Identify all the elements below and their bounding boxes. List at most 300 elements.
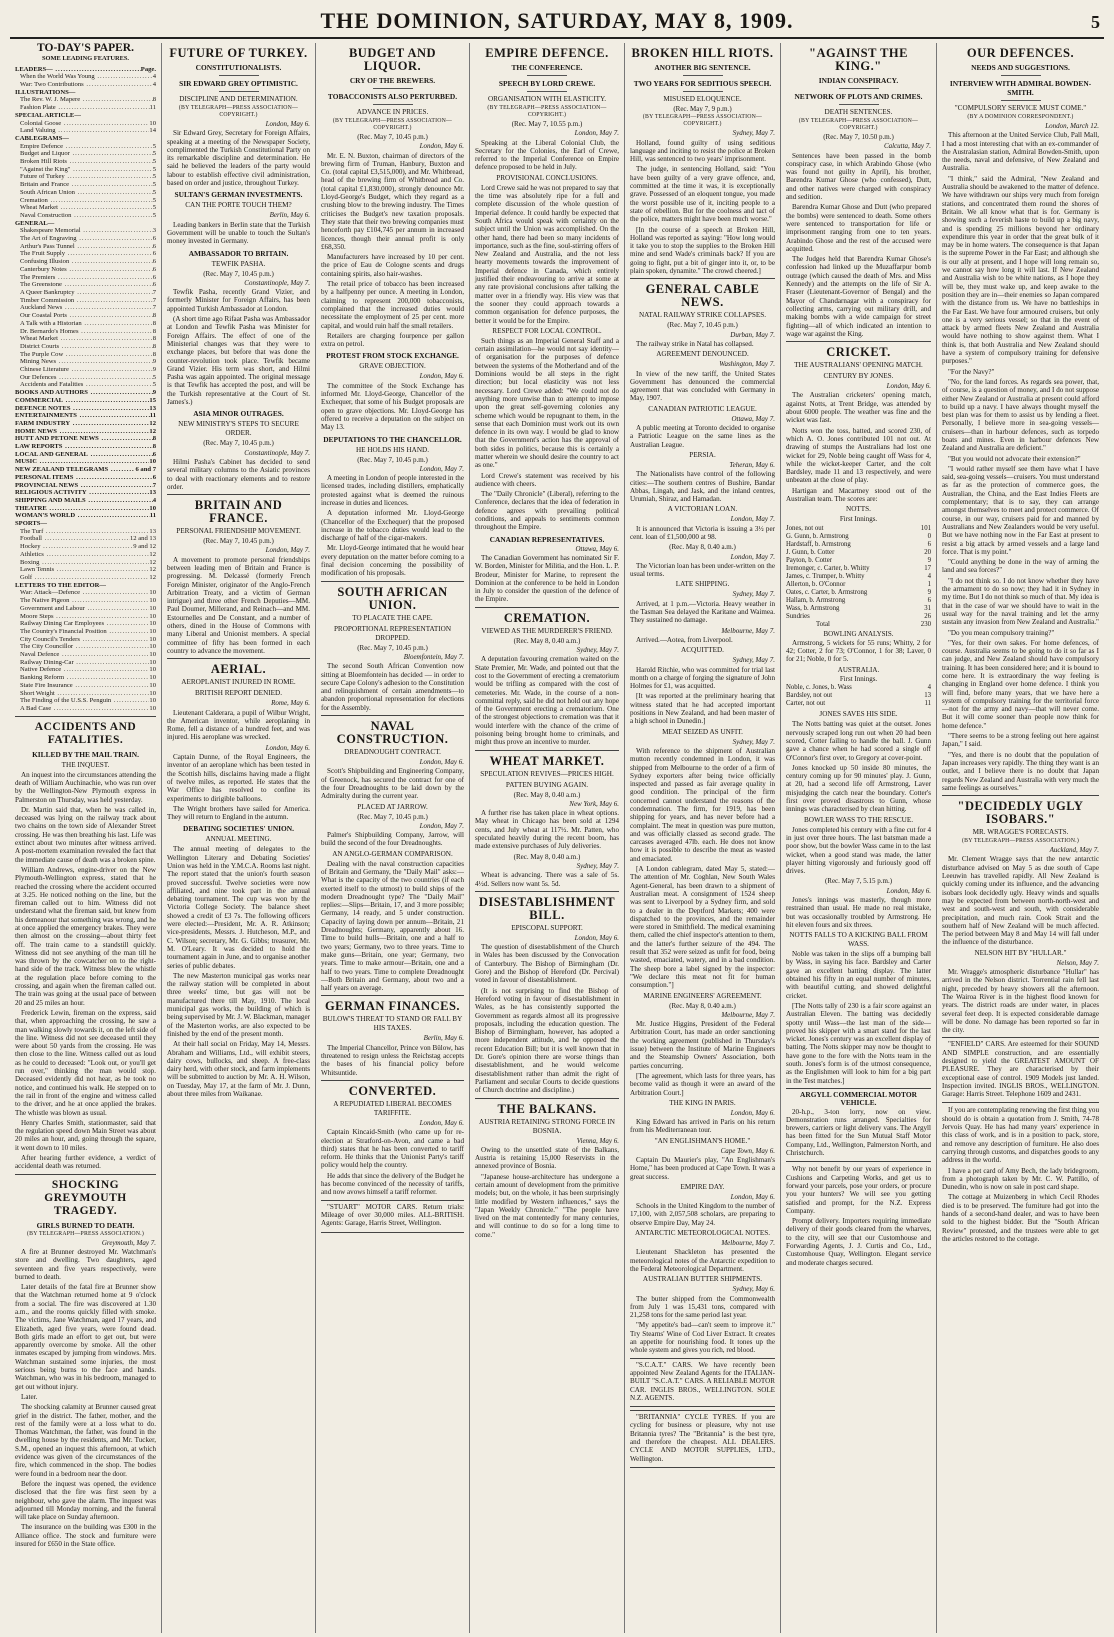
toc-item bbox=[15, 535, 156, 543]
article-paragraph: Palmer's Shipbuilding Company, Jarrow, will build the second of the four Dreadnoughts. bbox=[321, 831, 464, 848]
article-paragraph: Before the inquest was opened, the evidence disclosed that the fire was first seen by a neighbour, who gave the alarm. The inquest was adjourned till Monday morning, and the funeral will take place on Sunday afternoon. bbox=[15, 1479, 156, 1522]
subheading: PROVISIONAL CONCLUSIONS. bbox=[496, 173, 598, 182]
toc-item bbox=[15, 628, 156, 636]
article-paragraph: A public meeting at Toronto decided to organise a Patriotic League on the same lines as the Australian League. bbox=[630, 424, 775, 449]
toc-item-page: 8 bbox=[152, 312, 156, 320]
ad-text: "S.C.A.T." CARS. We have recently been appointed New Zealand Agents for the ITALIAN-BUILT "S.C.A.T." CARS. A RELIABLE MOTOR CAR. INGLIS BROS., WELLINGTON. SOLE N.Z. AGENTS. bbox=[630, 1360, 775, 1402]
toc-item-page: 10 bbox=[149, 597, 156, 605]
toc-item-title: Hockey ..... bbox=[20, 543, 133, 551]
toc-item bbox=[15, 389, 156, 397]
article-paragraph: A movement to promote personal friendships between leading men of Britain and France is progressing. M. Delcassé (formerly French Foreign Minister, originator of the Anglo-French Arbitration Treaty, and a victim of German intrigue) and three other French Deputies—MM. Paul Doumer, Millerand, and Reinach—and MM. Estournelles and De Constant, and a number of others, dined in the House of Commons with many Liberal and Unionist members. A special committee of fifty has been formed in each country to advance the movement. bbox=[167, 555, 310, 655]
article-paragraph: Captain Dunne, of the Royal Engineers, the inventor of an aeroplane which has been tested in the Scottish hills, disclaims having made a flight of twelve miles, as reported. He states that the War Office has resolved to confine its experiments to dirigible balloons. bbox=[167, 753, 310, 803]
toc-item bbox=[15, 405, 156, 413]
toc-item-title: MUSIC ..... bbox=[15, 458, 149, 466]
toc-item-page: 8 bbox=[152, 435, 156, 443]
toc-item bbox=[15, 366, 156, 374]
dateline: Teheran, May 6. bbox=[729, 460, 775, 469]
toc-item bbox=[15, 374, 156, 382]
runs: 26 bbox=[924, 612, 931, 620]
toc-item-title: Banking Reform ..... bbox=[20, 674, 149, 682]
total-label: Total bbox=[816, 620, 830, 628]
toc-item bbox=[15, 705, 156, 713]
toc-item-title: Land Valuing ..... bbox=[20, 127, 149, 135]
turkey-heading: FUTURE OF TURKEY. bbox=[169, 46, 308, 60]
toc-item-page: 9 bbox=[152, 366, 156, 374]
toc-item bbox=[15, 312, 156, 320]
column-4 bbox=[470, 43, 625, 1633]
column-5 bbox=[625, 43, 781, 1633]
accidents-heading: ACCIDENTS AND FATALITIES. bbox=[15, 716, 156, 747]
article-paragraph: Manufacturers have increased by 10 per cent. the price of Eau de Cologne scents and drugs containing spirits, also hair-washes. bbox=[321, 253, 464, 278]
toc-item-title: Broken Hill Riots ..... bbox=[20, 158, 153, 166]
batsman: Allerton, b. O'Connor bbox=[786, 580, 846, 588]
toc-item-title: The Native Pigeon ..... bbox=[20, 597, 149, 605]
toc-item-page: 5 bbox=[152, 165, 156, 173]
subheading: ANTARCTIC METEOROLOGICAL NOTES. bbox=[634, 1229, 771, 1238]
subheading: NOTTS FALLS TO A KICKING BALL FROM WASS. bbox=[789, 931, 928, 949]
notts-total bbox=[786, 621, 931, 629]
dateline: London, May 7. bbox=[419, 821, 464, 830]
received-line: (Rec. May 8, 0.40 a.m.) bbox=[513, 790, 581, 799]
toc-item bbox=[15, 582, 156, 590]
toc-item-page: 10 bbox=[149, 635, 156, 643]
toc-item-page: 10 bbox=[149, 612, 156, 620]
subheading: A VICTORIAN LOAN. bbox=[667, 505, 738, 514]
subheading: ADVANCE IN PRICES. bbox=[356, 108, 429, 116]
toc-item-page: 12 bbox=[149, 427, 156, 435]
toc-item-page: 4 bbox=[152, 496, 156, 504]
toc-item-title: HOME NEWS ..... bbox=[15, 428, 149, 436]
notts-score-heading: NOTTS. bbox=[846, 505, 871, 514]
toc-item-page: 8 bbox=[152, 96, 156, 104]
article-paragraph: Dr. Martin said that, when he was called in, deceased was lying on the railway track about two chains on the town side of Alexander Street crossing. He was then breathing his last. Life was extinct about two minutes after witness arrived. A post-mortem examination revealed the fact that the immediate cause of death was a broken spine. bbox=[15, 805, 156, 864]
toc-item-title: Colonial Goose ..... bbox=[20, 120, 149, 128]
toc-item-page: 8 bbox=[152, 319, 156, 327]
toc-item-page: 5 bbox=[152, 142, 156, 150]
subheading: AUSTRIA RETAINING STRONG FORCE IN BOSNIA. bbox=[479, 1117, 615, 1135]
toc-item-title: DEFENCE NOTES ..... bbox=[15, 405, 149, 413]
toc-item-title: BOOKS AND AUTHORS ..... bbox=[15, 389, 153, 397]
toc-item bbox=[15, 166, 156, 174]
toc-item-page: 6 bbox=[152, 273, 156, 281]
toc-item-title: Dr. Bernardo's Homes ..... bbox=[20, 328, 153, 336]
toc-item bbox=[15, 197, 156, 205]
toc-item-page: 5 bbox=[152, 204, 156, 212]
isobars-heading: "DECIDEDLY UGLY ISOBARS." bbox=[942, 795, 1099, 826]
page-number: 5 bbox=[1091, 12, 1100, 32]
score-row bbox=[786, 573, 931, 581]
subheading: ACQUITTED. bbox=[681, 646, 724, 655]
dateline: London, May 6. bbox=[886, 886, 931, 895]
table-of-contents bbox=[15, 66, 156, 713]
toc-item-page: 10 bbox=[149, 627, 156, 635]
columns bbox=[10, 43, 1104, 1633]
greymouth-credit: (BY TELEGRAPH—PRESS ASSOCIATION.) bbox=[27, 1230, 144, 1237]
subheading: "AN ENGLISHMAN'S HOME." bbox=[654, 1136, 751, 1145]
subheading: SPECULATION REVIVES—PRICES HIGH. bbox=[480, 769, 614, 778]
article-paragraph: Jones completed his century with a fine cut for 4 in just over three hours. The last batsman made a poor show, but the bowler Wass came in to the last wicket, when a good stand was made, the latter player hitting vigorously and furiously good off drives. bbox=[786, 825, 931, 876]
balkans-heading: THE BALKANS. bbox=[475, 1098, 619, 1116]
toc-item bbox=[15, 120, 156, 128]
toc-item-page: 10 bbox=[149, 666, 156, 674]
toc-item-page: 5 bbox=[152, 181, 156, 189]
budget-heading: BUDGET AND LIQUOR. bbox=[348, 46, 437, 73]
toc-item-page: 12 bbox=[149, 566, 156, 574]
dateline: Melbourne, May 7. bbox=[721, 626, 775, 635]
subheading: TO PLACATE THE CAPE. bbox=[352, 613, 433, 622]
converted-heading: CONVERTED. bbox=[321, 1080, 464, 1098]
toc-item bbox=[15, 697, 156, 705]
toc-item bbox=[15, 566, 156, 574]
article-paragraph: It is announced that Victoria is issuing a 3½ per cent. loan of £1,500,000 at 98. bbox=[630, 524, 775, 541]
toc-item-title: Fashion Plate ..... bbox=[20, 104, 150, 112]
article-paragraph: Barendra Kumar Ghose and Dutt (who prepared the bombs) were sentenced to death. Some others were sentenced to transportation for life or imprisonment ranging from one to ten years. Arabindo Ghose and the rest of the accused were acquitted. bbox=[786, 203, 931, 253]
toc-item bbox=[15, 636, 156, 644]
article-paragraph: The question of disestablishment of the Church in Wales has been discussed by the Convocation of Canterbury. The Bishop of Birmingham (Dr. Gore) and the Bishop of Hereford (Dr. Percival) voted in favour of disestablishment. bbox=[475, 943, 619, 985]
bowling-heading: BOWLING ANALYSIS. bbox=[823, 629, 894, 638]
article-paragraph: Captain Kincaid-Smith (who came up for re-election at Stratford-on-Avon, and came a bad third) states that he has been converted to tariff reform. He thinks that the Unionist Party's tariff policy would help the country. bbox=[321, 1128, 464, 1170]
toc-item bbox=[15, 212, 156, 220]
ambassador-heading: AMBASSADOR TO BRITAIN. bbox=[188, 248, 289, 258]
article-paragraph: An inquest into the circumstances attending the death of William Auchinachie, who was run over by the Wellington-New Plymouth express in Palmerston on Thursday, was held yesterday. bbox=[15, 770, 156, 804]
toc-item-page: 11 bbox=[149, 104, 156, 112]
toc-item-page: 6 bbox=[152, 235, 156, 243]
received-line: (Rec. May 7, 9 p.m.) bbox=[673, 105, 732, 113]
toc-item-page: 4 bbox=[152, 73, 156, 81]
batsman: Carter, not out bbox=[786, 700, 826, 708]
subheading: EPISCOPAL SUPPORT. bbox=[511, 923, 583, 932]
subheading: NATAL RAILWAY STRIKE COLLAPSES. bbox=[638, 311, 767, 320]
batsman: Hallam, b. Armstrong bbox=[786, 596, 846, 604]
toc-item-title: City Council's Tenders ..... bbox=[20, 636, 149, 644]
batsman: Oates, c. Carter, b. Armstrong bbox=[786, 588, 868, 596]
article-paragraph: Armstrong, 5 wickets for 55 runs; Whitty, 2 for 42; Cotter, 2 for 73; O'Connor, 1 for 38; Laver, 0 for 21; Noble, 0 for 5. bbox=[786, 638, 931, 664]
turkey-sub3: DISCIPLINE AND DETERMINATION. bbox=[179, 95, 298, 103]
dateline: London, March 12. bbox=[1045, 122, 1099, 130]
toc-item bbox=[15, 428, 156, 436]
dateline: Melbourne, May 7. bbox=[721, 1010, 775, 1019]
broken-hill-heading: BROKEN HILL RIOTS. bbox=[631, 46, 774, 60]
dateline: London, May 6. bbox=[265, 743, 310, 752]
received-line: (Rec. May 8, 0.40 a.m.) bbox=[669, 1001, 736, 1010]
runs: 20 bbox=[924, 548, 931, 556]
toc-item-page: 10 bbox=[149, 697, 156, 705]
article-paragraph: Mr. Clement Wragge says that the new antarctic disturbance advised on May 5 as due south of Cape Leeuwin has travelled rapidly. All New Zealand is quickly coming under its influence, and the advancing isobars look decidedly ugly. Heavy winds and squalls may be expected from between north-north-west and west and south-west and south, with considerable precipitation, and much rain. Cook Strait and the southern half of New Zealand will be much affected. The period between May 8 and May 14 will fall under the influence of the disturbance. bbox=[942, 855, 1099, 947]
score-row bbox=[786, 541, 931, 549]
toc-item-page: 13 bbox=[149, 527, 156, 535]
toc-item-page: 5 bbox=[152, 381, 156, 389]
toc-item-title: Athletics ..... bbox=[20, 551, 149, 559]
article-paragraph: Holland, found guilty of using seditious language and inciting to resist the police at Broken Hill, was sentenced to two years' imprisonment. bbox=[630, 138, 775, 164]
dateline: Vienna, May 6. bbox=[576, 1136, 619, 1145]
article-paragraph: Lieutenant Calderara, a pupil of Wilbur Wright, the American inventor, while aeroplaning in Rome, fell a distance of a hundred feet, and was injured. His aeroplane was wrecked. bbox=[167, 708, 310, 742]
subheading: CANADIAN REPRESENTATIVES. bbox=[489, 534, 605, 544]
turkey-credit: (BY TELEGRAPH—PRESS ASSOCIATION—COPYRIGHT.) bbox=[178, 105, 299, 118]
credit-line: (BY A DOMINION CORRESPONDENT.) bbox=[967, 114, 1074, 120]
subheading: MISUSED ELOQUENCE. bbox=[663, 95, 742, 103]
article-paragraph: The Canadian Government has nominated Sir F. W. Borden, Minister for Militia, and the Hon. L. P. Brodeur, Minister for Marine, to represent the Dominion at the conference to be held in London in July to consider the question of the defence of the Empire. bbox=[475, 553, 619, 604]
toc-item-title: Timber Commission ..... bbox=[20, 297, 153, 305]
dateline: Sydney, May 7. bbox=[732, 129, 775, 138]
dateline: London, May 6. bbox=[419, 372, 464, 381]
toc-item bbox=[15, 574, 156, 582]
article-paragraph: The railway strike in Natal has collapsed. bbox=[636, 339, 754, 348]
toc-item bbox=[15, 466, 156, 474]
runs: 13 bbox=[924, 692, 931, 700]
ad-text: If you are contemplating renewing the first thing you should do is obtain a quotation from J. Smith, 74-78 Jervois Quay. He has had many years' experience in this class of work, and is in a position to pack, store, and remove any description of furniture. He also does carrying through customs, and dispatches goods to any address in the world. bbox=[942, 1106, 1099, 1165]
todays-paper-title: TO-DAY'S PAPER. bbox=[37, 43, 134, 54]
toc-item-title: ILLUSTRATIONS— bbox=[15, 88, 76, 96]
toc-item bbox=[15, 281, 156, 289]
accidents-subheading: KILLED BY THE MAIL TRAIN. bbox=[32, 749, 139, 759]
article-paragraph: Leading bankers in Berlin state that the Turkish Government will be unable to touch the Sultan's money invested in Germany. bbox=[167, 220, 310, 246]
dateline: London, May 7. bbox=[574, 129, 619, 138]
subheading: DEPUTATIONS TO THE CHANCELLOR. bbox=[323, 434, 462, 444]
article-paragraph: Hilmi Pasha's Cabinet has decided to send several military columns to the Asiatic provinces to deal with reactionary elements and to restore order. bbox=[167, 457, 310, 491]
article-paragraph: Owing to the unsettled state of the Balkans, Austria is retaining 15,000 Reservists in the annexed province of Bosnia. bbox=[475, 1145, 619, 1171]
credit-line: (BY TELEGRAPH—PRESS ASSOCIATION—COPYRIGHT.) bbox=[332, 118, 453, 131]
innings-label: First Innings. bbox=[839, 515, 878, 524]
toc-item-title: RELIGIOUS ACTIVITY ..... bbox=[15, 489, 149, 497]
toc-item bbox=[15, 597, 156, 605]
toc-item-title: Native Defence ..... bbox=[20, 666, 149, 674]
received-line: (Rec. May 8, 0.40 a.m.) bbox=[513, 636, 581, 645]
toc-item bbox=[15, 328, 156, 336]
subheading: MARINE ENGINEERS' AGREEMENT. bbox=[643, 991, 762, 1000]
subheading: BRITISH REPORT DENIED. bbox=[194, 689, 283, 698]
toc-item-page: 12 bbox=[149, 574, 156, 581]
subheading: RESPECT FOR LOCAL CONTROL. bbox=[492, 326, 602, 335]
toc-item-title: Short Weight ..... bbox=[20, 690, 149, 698]
subheading: DEATH SENTENCES. bbox=[824, 108, 893, 116]
dateline: New York, May 6. bbox=[569, 799, 619, 808]
article-paragraph: [In the course of a speech at Broken Hill, Holland was reported as saying: "How long would it take you to stop the supplies to the Broken Hill mine and send Wade's criminals back? If you are going to fight, put a bit of ginger into it, or, to be plain spoken, dynamite." The crowd cheered.] bbox=[630, 225, 775, 276]
article-paragraph: Arrived, at 1 p.m.—Victoria. Heavy weather in the Tasman Sea delayed the Karitane and Waimea. They sustained no damage. bbox=[630, 599, 775, 625]
toc-item bbox=[15, 381, 156, 389]
article-paragraph: (A short time ago Rifaat Pasha was Ambassador at London and Tewfik Pasha was Minister for Foreign Affairs. The effect of one of the Ministerial changes was that they were to exchange places, but before that was done the counter-revolution took place. Tewfik became Grand Vizier. His term was short, and Hilmi Pasha was again appointed. The original message is that Tewfik has accepted the post, and will be the Turkish representative at the Court of St. James's.) bbox=[167, 315, 310, 407]
toc-item-page: Page. bbox=[140, 65, 156, 73]
toc-item-page: 11 bbox=[149, 412, 156, 420]
toc-item-page: 15 bbox=[149, 396, 156, 404]
toc-item bbox=[15, 235, 156, 243]
runs: 1 bbox=[927, 580, 931, 588]
australia-heading: AUSTRALIA. bbox=[837, 665, 880, 674]
toc-item-page: 12 bbox=[149, 558, 156, 566]
column-6 bbox=[781, 43, 937, 1633]
toc-item-title: WOMAN'S WORLD ..... bbox=[15, 512, 150, 520]
batsman: Payton, b. Cotter bbox=[786, 556, 833, 564]
article-paragraph: A fire at Brunner destroyed Mr. Watchman's store and dwelling. Two daughters, aged seventeen and five years respectively, were burned to death. bbox=[15, 1247, 156, 1281]
toc-item-page: 9 bbox=[152, 389, 156, 397]
article-paragraph: With reference to the shipment of Australian mutton recently condemned in London, it was shipped from Melbourne to the order of a firm of Sydney exporters after being twice officially inspected and passed as fair average quality in good condition. The principal of the firm concerned cannot understand the reasons of the condemnation. The firm, for 1919, has been shipping for years, and has never before had a complaint. The meat in question was pure mutton, and was officially classed as second grade. The carcases averaged 47lb. each. He does not know how it is possible to describe the meat as wasted and emaciated. bbox=[630, 746, 775, 863]
batsman: Iremonger, c. Carter, b. Whitty bbox=[786, 564, 870, 572]
ad-text: 20-h.p., 3-ton lorry, now on view. Demonstration runs arranged. Specialties for brewers, carriers or light delivery vans. The Argyll has been fitted for the Sun Mutual Staff Motor Company, Ltd., Wellington, Palmerston North, and Christchurch. bbox=[786, 1107, 931, 1158]
cricket-heading: CRICKET. bbox=[786, 341, 931, 359]
toc-item-page: 10 bbox=[149, 458, 156, 466]
article-paragraph: "For the Navy?" bbox=[948, 367, 995, 376]
toc-item bbox=[15, 66, 156, 74]
toc-item bbox=[15, 73, 156, 81]
toc-item bbox=[15, 189, 156, 197]
toc-item bbox=[15, 489, 156, 497]
toc-item bbox=[15, 497, 156, 505]
runs: 4 bbox=[927, 684, 931, 692]
score-row bbox=[786, 549, 931, 557]
toc-item bbox=[15, 173, 156, 181]
argyll-ad bbox=[786, 1088, 931, 1162]
article-paragraph: Jones knocked up 50 inside 80 minutes, the century coming up for 90 minutes' play. J. Gunn, at 20, had a second life off Armstrong, Laver misjudging the catch near the boundary. Cotter's first over proved disastrous to Gunn, whose innings was characterised by clean hitting. bbox=[786, 763, 931, 814]
batsman: Jones, not out bbox=[786, 524, 824, 532]
toc-item bbox=[15, 451, 156, 459]
article-paragraph: The second South African Convention now sitting at Bloemfontein has decided — in order to secure Cape Colony's adhesion to the Constitution and relinquishment of certain amendments—to abandon proportional representation for elections for the Assembly. bbox=[321, 662, 464, 712]
article-paragraph: Mr. Lloyd-George intimated that he would hear every deputation on the matter before coming to a final decision concerning the possibility of modification of his proposals. bbox=[321, 544, 464, 578]
toc-item-page: 8 bbox=[152, 327, 156, 335]
score-row bbox=[786, 525, 931, 533]
ad-text: The cottage at Muizenberg in which Cecil Rhodes died is to be preserved. The furniture had got into the hands of a second-hand dealer, and was to have been sold to the highest bidder. But the "South African Review" protested, and the trustees were able to get the articles restored to the cottage. bbox=[942, 1193, 1099, 1243]
ad-text: Why not benefit by our years of experience in Cushions and Carpeting Works, and get us to forward your parcels, pose your orders, or procure you your hunters? We will see you getting satisfied and prompt, for the N.Z. Express Company. bbox=[786, 1165, 931, 1215]
dateline: Sydney, May 7. bbox=[576, 646, 619, 655]
toc-item-page: 10 bbox=[149, 504, 156, 512]
toc-item-title: Wheat Market ..... bbox=[20, 335, 153, 343]
toc-item-title: War: Two Contributions ..... bbox=[20, 81, 153, 89]
toc-item bbox=[15, 297, 156, 305]
dateline: Berlin, May 6. bbox=[269, 211, 310, 220]
toc-item-title: Railway Dining Car Employees ..... bbox=[20, 620, 149, 628]
column-1 bbox=[10, 43, 162, 1633]
article-paragraph: The committee of the Stock Exchange has informed Mr. Lloyd-George, Chancellor of the Exchequer, that some of his Budget proposals are open to grave objections. Mr. Lloyd-George has offered to receive a deputation on the subject on May 13. bbox=[321, 381, 464, 432]
subheading: INDIAN CONSPIRACY. bbox=[818, 76, 899, 85]
dateline: Constantinople, May 7. bbox=[244, 278, 310, 287]
our-defences-heading: OUR DEFENCES. bbox=[966, 46, 1075, 60]
article-paragraph: The Wright brothers have sailed for America. They will return to England in the autumn. bbox=[167, 804, 310, 822]
article-paragraph: Notts won the toss, batted, and scored 230, of which A. O. Jones contributed 101 not out. At drawing of stumps the Australians had lost one wicket for 29, Noble being caught off Wass for 4, while the wicket-keeper Carter, and the colt Bardsley, made 11 and 13 respectively, and were unbeaten at the close of play. bbox=[786, 426, 931, 485]
article-paragraph: (It is not surprising to find the Bishop of Hereford voting in favour of disestablishment in Wales, as he has consistently supported the Government as regards almost all its progressive proposals, including the education question. The Bishop of Birmingham, however, has adopted a more independent attitude, and he opposed the recent Education Bill; but it is well known that in Dr. Gore's opinion there are worse things than disestablishment, and he would welcome disestablishment rather than admit the right of Parliament and secular Courts to decide questions of Church doctrine and discipline.) bbox=[475, 986, 619, 1095]
toc-item-title: Future of Turkey ..... bbox=[20, 173, 153, 181]
article-paragraph: Lieutenant Shackleton has presented the meteorological notes of the Antarctic expedition to the Federal Meteorological Department. bbox=[630, 1248, 775, 1273]
toc-item-title: SPORTS— bbox=[15, 520, 48, 528]
toc-item-title: Chinese Literature ..... bbox=[20, 366, 153, 374]
toc-item-title: The Art of Engraving ..... bbox=[20, 235, 153, 243]
dateline: London, May 6. bbox=[265, 120, 310, 128]
toc-item-title: The Purple Cow ..... bbox=[20, 351, 153, 359]
toc-item-page: 14 bbox=[149, 127, 156, 135]
toc-item-title: Canterbury Notes ..... bbox=[20, 266, 153, 274]
runs: 6 bbox=[927, 596, 931, 604]
toc-item-title: Empire Defence ..... bbox=[20, 143, 153, 151]
article-paragraph: [The Notts tally of 230 is a fair score against an Australian Eleven. The batting was decidedly spotty until Wass—the last man of the side—proved his skipper with a smart stand for the last wicket. Jones's century was an excellent display of batting. The Notts skipper may now be thought to have gone to the fore with the Notts team in the south. Jones's form is of the utmost consequence, as the Englishmen will look to him for a big part in the Test matches.] bbox=[786, 1001, 931, 1085]
toc-item-title: Confusing Illusion ..... bbox=[20, 258, 153, 266]
dateline: Nelson, May 7. bbox=[1056, 958, 1099, 967]
received-line: (Rec. May 7, 10.45 p.m.) bbox=[203, 537, 274, 546]
credit-line: (BY TELEGRAPH—PRESS ASSOCIATION.) bbox=[962, 838, 1079, 845]
toc-item bbox=[15, 258, 156, 266]
accidents-body bbox=[15, 771, 156, 1171]
toc-item-page: 5 bbox=[152, 188, 156, 196]
toc-item bbox=[15, 343, 156, 351]
article-paragraph: "I think," said the Admiral, "New Zealand and Australia should be awakened to the matter of defence. We have withdrawn our ships very much from foreign stations, and concentrated them round the shores of Britain. We all know what that is for. Germany is showing such a feverish haste to build up a big navy, and is spending 25 millions beyond her ordinary expenditure this year in order that the great bulk of it may be in home waters. The consequence is that Japan is the supreme Power in the Far East; and although she is our ally at present, and I hope will long remain so, we cannot say how long it will last. If New Zealand and Australia wish to be white nations, as I hope they will be, they must wake up, and keep awake to the position they are in—their enemies so Japan compared with the distance from us. We have no battleships in the Far East. We have four armoured cruisers, but only one is a very serious vessel; so that in the event of attack by armed fleets New Zealand and Australia would have nothing to show against them. What I think is, that both Australia and New Zealand should have a system of compulsory training for defensive purposes." bbox=[942, 174, 1099, 366]
received-line: (Rec. May 7, 10.45 p.m.) bbox=[357, 133, 428, 141]
britannia-tyres-ad bbox=[630, 1410, 775, 1468]
toc-item bbox=[15, 474, 156, 482]
toc-item bbox=[15, 397, 156, 405]
toc-item-title: Boxing ..... bbox=[20, 559, 149, 567]
toc-item-title: State Fire Insurance ..... bbox=[20, 682, 149, 690]
stuart-motor-ad bbox=[321, 1200, 464, 1233]
ad-text: Prompt delivery. Importers requiring immediate delivery of their goods cleared from the wharves, to the city, will see that our Customhouse and Forwarding Agents, J. J. Curtis and Co., Ltd., Customhouse Quay, Wellington. Elegant service and moderate charges secured. bbox=[786, 1217, 931, 1267]
article-paragraph: "My appetite's bad—can't seem to improve it." Try Stearns' Wine of Cod Liver Extract. It creates an appetite for nourishing food. It tones up the whole system and gives you rich, red blood. bbox=[630, 1321, 775, 1355]
toc-item-title: SPECIAL ARTICLE— bbox=[15, 111, 81, 119]
article-paragraph: The new Masterton municipal gas works near the railway station will be completed in about three weeks' time, but gas will not be manufactured there till May, 1910. The local municipal gas works, the building of which is being supervised by Mr. J. W. Blackman, manager of the Masterton works, are also expected to be finished by the end of the present month. bbox=[167, 971, 310, 1038]
dateline: London, May 7. bbox=[419, 464, 464, 473]
subheading: NETWORK OF PLOTS AND CRIMES. bbox=[794, 92, 923, 101]
toc-item-title: ENTERTAINMENTS ..... bbox=[15, 412, 150, 420]
article-paragraph: Sentences have been passed in the bomb conspiracy case, in which Arabindo Ghose (who was found not guilty in April), his brother, Barendra Kumar Ghose (who confessed), Dutt, and other natives were charged with conspiracy and sedition. bbox=[786, 151, 931, 202]
received-line: (Rec. May 7, 10.45 p.m.) bbox=[357, 812, 428, 821]
batsman: G. Gunn, b. Armstrong bbox=[786, 532, 849, 540]
runs: 9 bbox=[927, 556, 931, 564]
article-paragraph: The shocking calamity at Brunner caused great grief in the district. The father, mother, and the rest of the family were at a loss what to do. Thomas Watchman, the father, was found in the dwelling house by the residents, and Mr. Tucker, S.M., opened an inquest this afternoon, at which evidence was given of the circumstances of the fire, which commenced in the shop. The bodies were found in a bedroom near the door. bbox=[15, 1403, 156, 1478]
aerial-heading: AERIAL. bbox=[167, 658, 310, 676]
dateline: Cape Town, May 6. bbox=[720, 1146, 775, 1155]
subheading: AGREEMENT DENOUNCED. bbox=[656, 350, 749, 359]
batsman: Noble, c. Jones, b. Wass bbox=[786, 684, 852, 692]
subheading: THE AUSTRALIANS' OPENING MATCH. bbox=[794, 361, 923, 370]
runs: 101 bbox=[920, 524, 931, 532]
runs: 9 bbox=[927, 588, 931, 596]
article-paragraph: The butter shipped from the Commonwealth from July 1 was 15,431 tons, compared with 21,258 tons for the same period last year. bbox=[630, 1294, 775, 1320]
toc-item-page: 10 bbox=[149, 674, 156, 682]
runs: 6 bbox=[927, 540, 931, 548]
toc-item-title: Our Defences ..... bbox=[20, 374, 153, 382]
article-paragraph: At their hall social on Friday, May 14, Messrs. Abraham and Williams, Ltd., will exhibit steers, dairy cows, bullocks, and sheep. A free-class dairy herd, with other stock, and farm implements will be submitted to auction by Mr. A. H. Wilson, on Tuesday, May 17, at the farm of Mr. J. Dunn, about three miles from Waikanae. bbox=[167, 1040, 310, 1099]
toc-item-title: Railway Dining-Car ..... bbox=[20, 659, 149, 667]
toc-item bbox=[15, 304, 156, 312]
batsman: Sundries bbox=[786, 612, 810, 620]
article-paragraph: Mr. E. N. Buxton, chairman of directors of the brewing firm of Truman, Hanbury, Buxton and Co. (total capital £3,515,000), and Mr. Whitbread, head of the brewing firm of Whitbread and Co. (total capital £1,830,000), strongly denounce Mr. Lloyd-George's Budget, which they regard as a crushing blow to the brewing industry. The Times criticises the Budget's new taxation proposals. They state that their two brewing companies must henceforth pay £104,745 per annum in increased licences, though their annual profit is only £68,350. bbox=[321, 151, 464, 251]
article-paragraph: William Andrews, engine-driver on the New Plymouth-Wellington express, stated that he reached the crossing where the accident occurred at 3.25. He noticed nothing on the line, but the fireman called out to him. Witness did not understand what the fireman said, but knew from his demeanour that something was wrong, and he at once applied the emergency brakes. They were then almost on the crossing—about thirty feet off. The train came to a standstill quickly. Witness did not see anything of the man till he was thrown by the cowcatcher on to the right-hand side of the track. Witness blew the whistle at the regulation place before coming to the crossing, and again when the fireman called out. The train was going at the usual pace of between 20 and 25 miles an hour. bbox=[15, 865, 156, 1007]
toc-item-page: 13 bbox=[149, 404, 156, 412]
subheading: AN ANGLO-GERMAN COMPARISON. bbox=[332, 849, 453, 858]
article-paragraph: Schools in the United Kingdom to the number of 17,100, with 2,057,508 scholars, are preparing to observe Empire Day, May 24. bbox=[630, 1202, 775, 1227]
credit-line: (BY TELEGRAPH—PRESS ASSOCIATION—COPYRIGHT.) bbox=[642, 114, 763, 128]
toc-item-title: Auckland News ..... bbox=[20, 304, 153, 312]
article-paragraph: Dealing with the naval construction capacities of Britain and Germany, the "Daily Mail" asks:—What is the capacity of the two countries (if each exerted itself to the utmost) to build ships of the modern Dreadnought type? The "Daily Mail" replies:—Slips—Britain, 17, and 3 more possible; Germany, 14 ready, and 5 under construction. Capacity of laying down per annum—Britain, 21 Dreadnoughts; Germany, apparently about 16. Time to build hulls—Britain, one and a half to two years; Germany, two to three years. Time to make guns—Britain, one year; Germany, two years. Time to make armour—Britain, one and a half to two years. Time to complete Dreadnought—Both Britain and Germany, about two and a half years on average. bbox=[321, 859, 464, 993]
article-paragraph: The Victorian loan has been under-written on the usual terms. bbox=[630, 561, 775, 579]
toc-item bbox=[15, 181, 156, 189]
article-paragraph: Henry Charles Smith, stationmaster, said that the regulation speed down Main Street was about 20 miles an hour, and, going through the square, it went down to 10 miles. bbox=[15, 1118, 156, 1152]
article-paragraph: After hearing further evidence, a verdict of accidental death was returned. bbox=[15, 1154, 156, 1171]
toc-item-title: Naval Construction ..... bbox=[20, 212, 153, 220]
subheading: ANOTHER BIG SENTENCE. bbox=[654, 63, 751, 72]
toc-item-title: Football ..... bbox=[20, 535, 130, 543]
batsman: Bardsley, not out bbox=[786, 692, 833, 700]
toc-item-page: 7 bbox=[152, 296, 156, 304]
subheading: NEEDS AND SUGGESTIONS. bbox=[971, 63, 1070, 72]
toc-item-title: Golf ..... bbox=[20, 574, 149, 582]
dateline: London, May 7. bbox=[265, 546, 310, 555]
received-line: (Rec. May 7, 10.45 p.m.) bbox=[357, 643, 428, 652]
greymouth-subheading: GIRLS BURNED TO DEATH. bbox=[36, 1220, 135, 1230]
toc-item bbox=[15, 605, 156, 613]
subheading: TOBACCONISTS ALSO PERTURBED. bbox=[327, 92, 458, 101]
toc-item-title: "Against the King" ..... bbox=[20, 166, 153, 174]
toc-item-title: A Queer Bankruptcy ..... bbox=[20, 289, 153, 297]
innings-label: First Innings. bbox=[839, 675, 878, 684]
received-line: (Rec. May 7, 10.55 p.m.) bbox=[511, 120, 583, 128]
dateline: Sydney, May 7. bbox=[732, 656, 775, 665]
dateline: Durban, May 7. bbox=[730, 330, 775, 339]
toc-item-page: 4 bbox=[152, 81, 156, 88]
